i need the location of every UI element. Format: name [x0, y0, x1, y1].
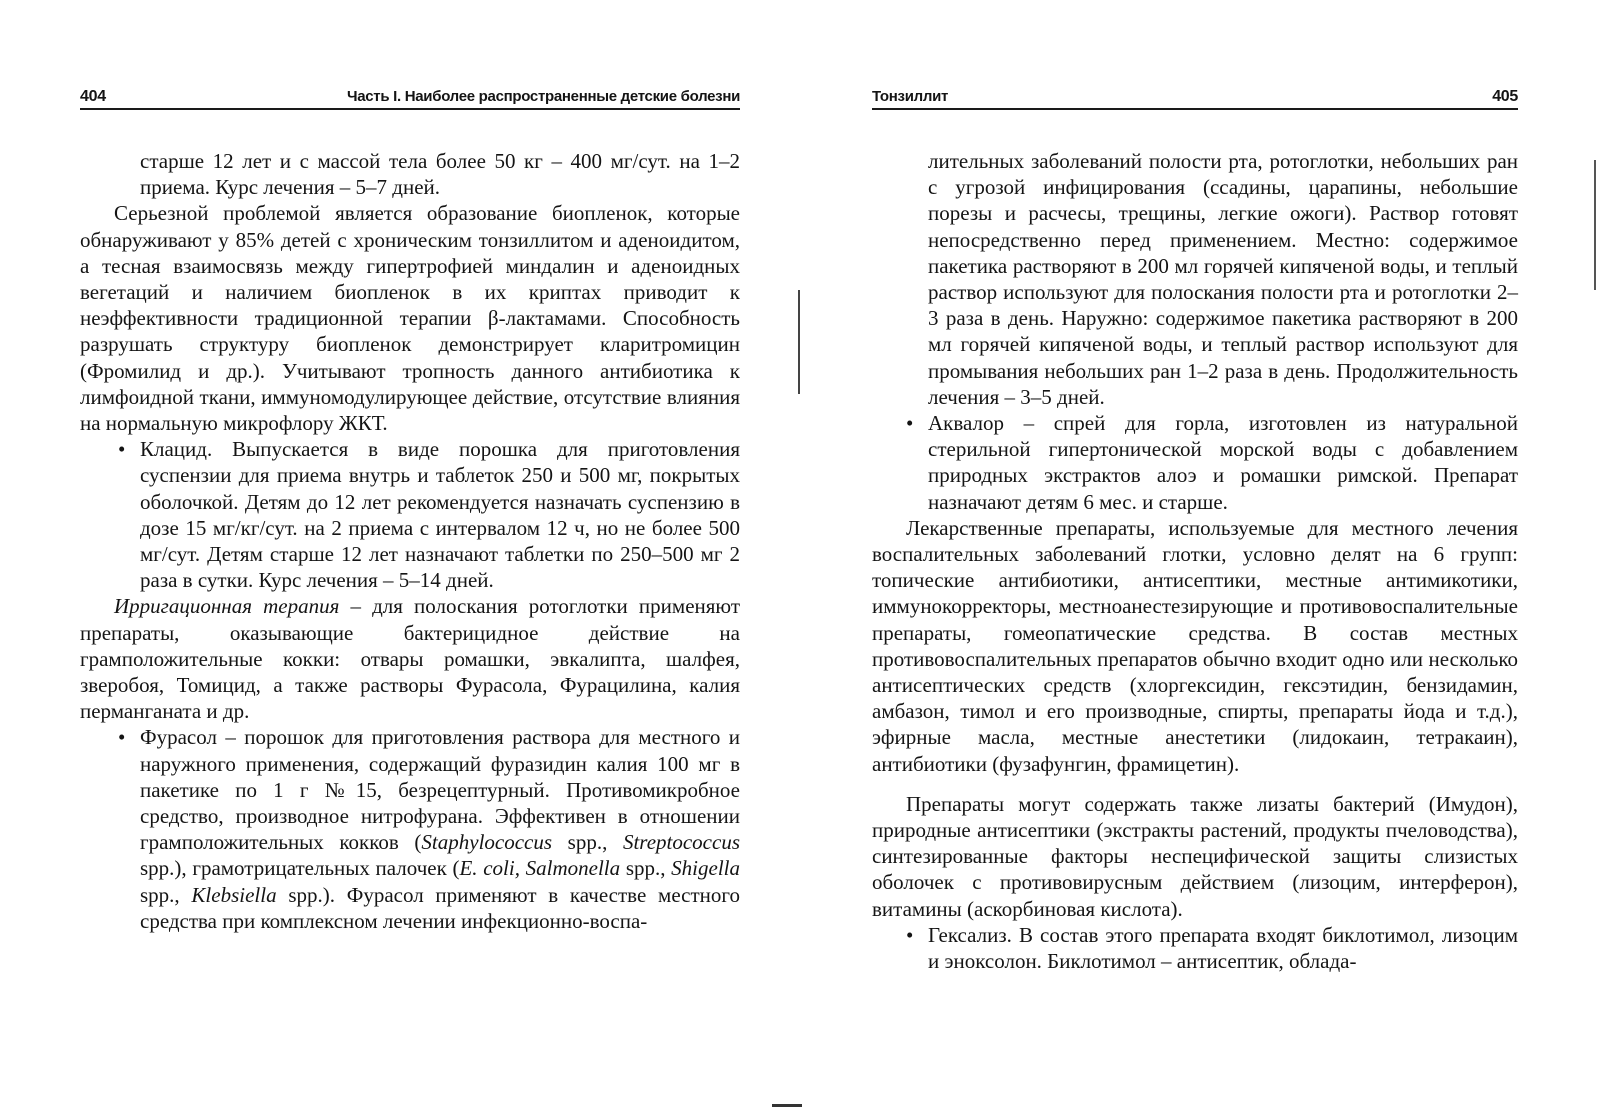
bullet-akvalor: • Аквалор – спрей для горла, изготовлен из натуральной стерильной гипертонической морской воды с добавлением природных экстрактов алоэ и ромашки римской. Препарат назначают детям 6 мес. и старше. — [872, 410, 1518, 515]
irrigation-term: Ирригационная терапия — [114, 594, 340, 619]
left-running-head — [80, 88, 740, 110]
bullet-klacid: • Клацид. Выпускается в виде порошка для приготовления суспензии для приема внутрь и таблеток 250 и 500 мг, покрытых оболочкой. Детям до 12 лет рекомендуется назначать суспензию в дозе 15 мг/кг/сут. на 2 приема с интервалом 12 ч, но не более 500 мг/сут. Детям старше 12 лет назначают таблетки по 250–500 мг 2 раза в сутки. Курс лечения – 5–14 дней. — [80, 436, 740, 593]
left-paragraph-irrigation — [80, 593, 740, 724]
irrigation-text: – для полоскания ротоглотки применяют препараты, оказывающие бактерицидное действие на грамположительные кокки: отвары ромашки, эвкалипта, шалфея, зверобоя, Томицид, а также растворы Фурасола, Фурацилина, калия перманганата и др. — [80, 594, 740, 724]
furasol-text-6: spp.). Фурасол применяют в качестве местного средства при комплексном лечении инфекционно-воспа- — [140, 882, 740, 933]
right-running-title: Тонзиллит — [872, 88, 949, 105]
furasol-text-5: spp., — [140, 882, 192, 907]
furasol-text-2: spp., — [552, 830, 623, 855]
page-edge-mark — [1594, 160, 1596, 290]
right-paragraph-3: Препараты могут содержать также лизаты бактерий (Имудон), природные антисептики (экстракты растений, продукты пчеловодства), синтезированные факторы неспецифической защиты слизистых оболочек с противовирусным действием (лизоцим, интерферон), витамины (аскорбиновая кислота). — [872, 791, 1518, 921]
furasol-text-4: spp., — [620, 856, 672, 881]
bottom-scan-mark — [772, 1104, 802, 1107]
right-paragraph-1: лительных заболеваний полости рта, ротоглотки, небольших ран с угрозой инфицирования (ссадины, царапины, небольшие порезы и расчесы, трещины, легкие ожоги). Раствор готовят непосредственно перед применением. Местно: содержимое пакетика растворяют в 200 мл горячей кипяченой воды, и теплый раствор используют для полоскания полости рта и ротоглотки 2–3 раза в день. Наружно: содержимое пакетика растворяют в 200 мл горячей кипяченой воды, и теплый раствор используют для промывания небольших ран 1–2 раза в день. Продолжительность лечения – 3–5 дней. — [928, 149, 1518, 409]
left-running-title: Часть I. Наиболее распространенные детские болезни — [346, 88, 740, 105]
left-paragraph-1: старше 12 лет и с массой тела более 50 кг – 400 мг/сут. на 1–2 приема. Курс лечения – 5–7 дней. — [140, 149, 740, 200]
left-bullet-list-1 — [80, 436, 740, 593]
right-running-head — [872, 88, 1518, 110]
left-page-number: 404 — [80, 88, 106, 105]
bullet-geksaliz: • Гексализ. В состав этого препарата входят биклотимол, лизоцим и эноксолон. Биклотимол – антисептик, облада- — [872, 922, 1518, 974]
bullet-furasol — [80, 724, 740, 934]
right-bullet-list-2 — [872, 922, 1518, 974]
term-streptococcus: Streptococcus — [622, 830, 740, 855]
term-staphylococcus: Staphylococcus — [421, 830, 553, 855]
right-page-number: 405 — [1492, 88, 1518, 105]
furasol-text-3: spp.), грамотрицательных палочек ( — [140, 856, 460, 881]
gutter-mark — [798, 290, 800, 394]
right-paragraph-2: Лекарственные препараты, используемые для местного лечения воспалительных заболеваний глотки, условно делят на 6 групп: топические антибиотики, антисептики, местные антимикотики, иммунокорректоры, местноанестезирующие и противовоспалительные препараты, гомеопатические средства. В состав местных противовоспалительных препаратов обычно входит одно или несколько антисептических средств (хлоргексидин, гексэтидин, бензидамин, амбазон, тимол и его производные, спирты, препараты йода и т.д.), эфирные масла, местные анестетики (лидокаин, тетракаин), антибиотики (фузафунгин, фрамицетин). — [872, 515, 1518, 776]
left-body-text — [80, 148, 740, 934]
left-bullet-list-2 — [80, 724, 740, 934]
left-paragraph-2: Серьезной проблемой является образование биопленок, которые обнаруживают у 85% детей с хроническим тонзиллитом и аденоидитом, а тесная взаимосвязь между гипертрофией миндалин и аденоидных вегетаций и наличием биопленок в их криптах приводит к неэффективности традиционной терапии β-лактамами. Способность разрушать структуру биопленок демонстрирует кларитромицин (Фромилид и др.). Учитывают тропность данного антибиотика к лимфоидной ткани, иммуномодулирующее действие, отсутствие влияния на нормальную микрофлору ЖКТ. — [80, 201, 740, 436]
term-klebsiella: Klebsiella — [191, 882, 277, 907]
term-ecoli-salmonella: E. coli, Salmonella — [459, 856, 621, 881]
furasol-text-1: Фурасол – порошок для приготовления раствора для местного и наружного применения, содержащий фуразидин калия 100 мг в пакетике по 1 г №15, безрецептурный. Противомикробное средство, производное нитрофурана. Эффективен в отношении грамположительных кокков ( — [140, 725, 740, 855]
term-shigella: Shigella — [671, 856, 740, 881]
right-body-text — [872, 148, 1518, 974]
right-page — [872, 88, 1518, 974]
right-bullet-list-1 — [872, 410, 1518, 515]
left-page — [80, 88, 740, 934]
